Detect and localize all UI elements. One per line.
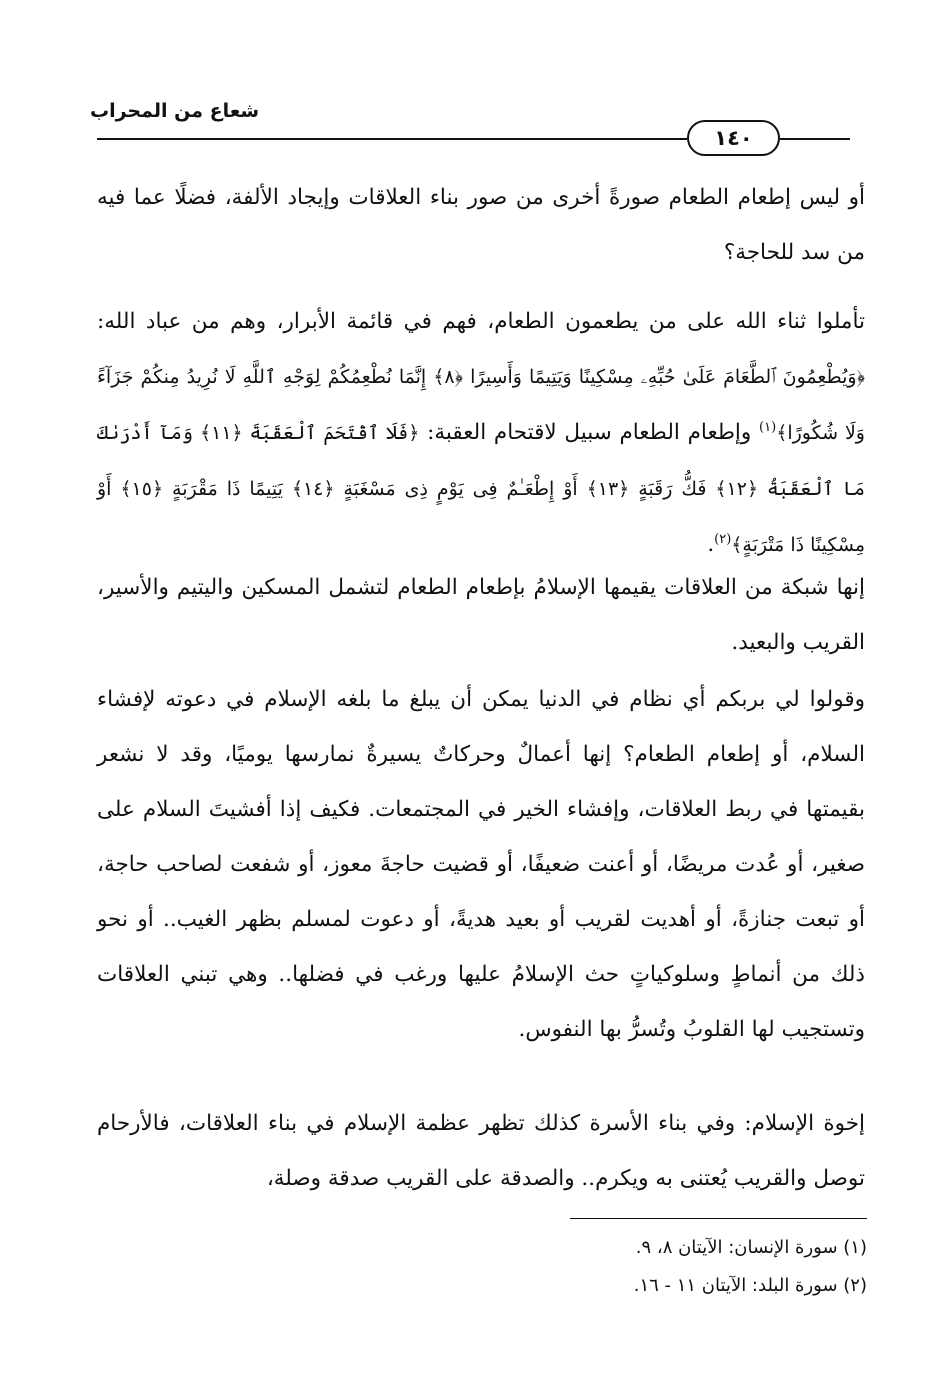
footnote-2: (٢) سورة البلد: الآيتان ١١ - ١٦. [633, 1275, 867, 1296]
running-header-title: شعاع من المحراب [90, 100, 260, 122]
footnote-ref-2: (٢) [714, 531, 732, 547]
paragraph-2-middle: وإطعام الطعام سبيل لاقتحام العقبة: [427, 420, 752, 445]
paragraph-3: إنها شبكة من العلاقات يقيمها الإسلامُ بإطعام الطعام لتشمل المسكين واليتيم والأسير، القريب والبعيد. [97, 575, 865, 655]
quran-line-2: جَزَآءً وَلَا شُكُورًا﴾ [97, 366, 865, 444]
paragraph-4: وقولوا لي بربكم أي نظام في الدنيا يمكن أن يبلغ ما بلغه الإسلام في دعوته لإفشاء السلام، أو إطعام الطعام؟ إنها أعمالٌ وحركاتٌ يسيرةٌ نمارسها يوميًا، وقد لا نشعر بقيمتها في ربط العلاقات، وإفشاء الخير في المجتمعات. فكيف إذا أفشيتَ السلام على صغير، أو عُدت مريضًا، أو أعنت ضعيفًا، أو قضيت حاجةَ معوز، أو شفعت لصاحب حاجة، أو تبعت جنازةً، أو أهديت لقريب أو بعيد هديةً، أو دعوت لمسلم بظهر الغيب.. أو نحو ذلك من أنماطٍ وسلوكياتٍ حث الإسلامُ عليها ورغب في فضلها.. وهي تبني العلاقات وتستجيب لها القلوبُ وتُسرُّ بها النفوس. [97, 687, 865, 1042]
paragraph-5: إخوة الإسلام: وفي بناء الأسرة كذلك تظهر عظمة الإسلام في بناء العلاقات، فالأرحام توصل والقريب يُعتنى به ويكرم.. والصدقة على القريب صدقة وصلة، [97, 1111, 865, 1191]
footnote-ref-1: (١) [759, 419, 777, 435]
page-number: ١٤٠ [687, 120, 780, 156]
header-rule-right [780, 138, 850, 140]
header-rule-left [97, 138, 687, 140]
paragraph-2-end: . [707, 532, 715, 557]
footnote-1: (١) سورة الإنسان: الآيتان ٨، ٩. [635, 1237, 867, 1258]
quran-line-3: ﴿فَلَا ٱقْتَحَمَ ٱلْعَقَبَةَ ﴿١١﴾ وَمَآ [159, 422, 420, 444]
paragraph-2-intro: تأملوا ثناء الله على من يطعمون الطعام، فهم في قائمة الأبرار، وهم من عباد الله: [97, 309, 865, 334]
paragraph-2 [97, 294, 865, 573]
footnote-separator [570, 1218, 867, 1219]
quran-line-4: أَدْرَىٰكَ مَا ٱلْعَقَبَةُ ﴿١٢﴾ فَكُّ رَقَبَةٍ ﴿١٣﴾ أَوْ إِطْعَـٰمٌ فِى يَوْمٍ ذِى مَسْغَبَةٍ ﴿١٤﴾ يَتِيمًا ذَا مَقْرَبَةٍ ﴿١٥﴾ أَوْ [97, 422, 865, 500]
quran-line-1: ﴿وَيُطْعِمُونَ ٱلطَّعَامَ عَلَىٰ حُبِّهِۦ مِسْكِينًا وَيَتِيمًا وَأَسِيرًا ﴿٨﴾ إِنَّمَا نُطْعِمُكُمْ لِوَجْهِ ٱللَّهِ لَا نُرِيدُ مِنكُمْ [140, 366, 866, 388]
paragraph-1: أو ليس إطعام الطعام صورةً أخرى من صور بناء العلاقات وإيجاد الألفة، فضلًا عما فيه من سد للحاجة؟ [97, 185, 865, 265]
quran-line-5: مِسْكِينًا ذَا مَتْرَبَةٍ﴾ [731, 534, 865, 556]
